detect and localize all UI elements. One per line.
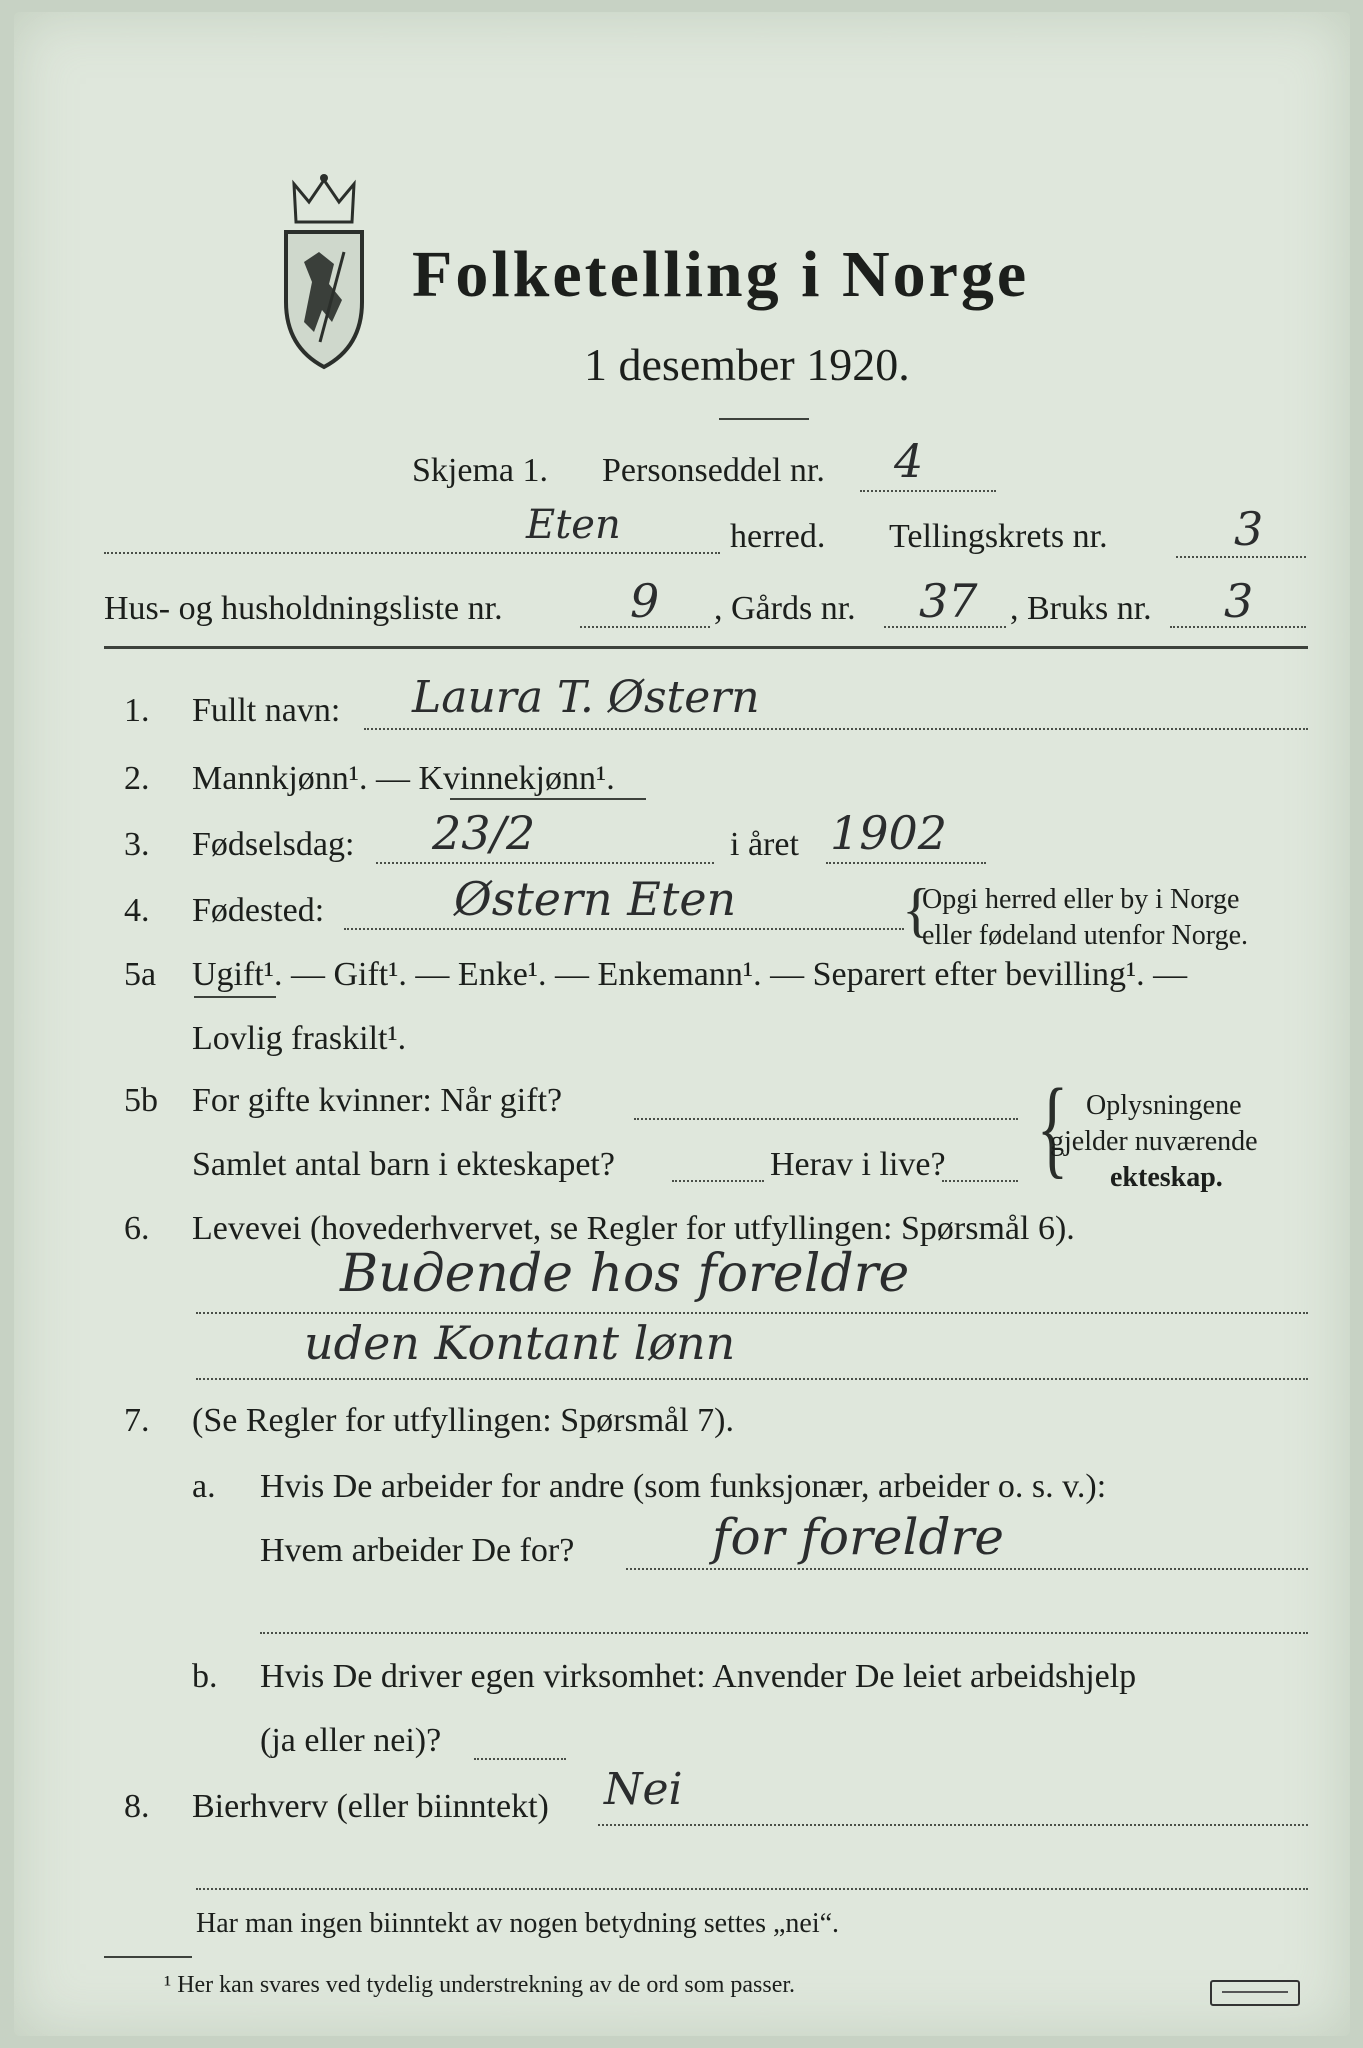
q3-field-line (376, 862, 714, 864)
q3-year-field-line (826, 862, 986, 864)
q1-field-line (364, 728, 1308, 730)
title-divider (719, 418, 809, 420)
tellingskrets-value: 3 (1234, 502, 1264, 556)
gards-value: 37 (919, 574, 978, 628)
q5b-note-line3: ekteskap. (1110, 1162, 1223, 1193)
census-date: 1 desember 1920. (584, 339, 910, 390)
tellingskrets-field-line (1176, 556, 1306, 558)
hus-value: 9 (630, 574, 660, 628)
q6-label: Levevei (hovederhvervet, se Regler for utfyllingen: Spørsmål 6). (192, 1210, 1075, 1247)
herred-field-line (104, 552, 720, 554)
q5b-married-field-line (634, 1118, 1018, 1120)
bruks-value: 3 (1224, 574, 1254, 628)
q7-number: 7. (124, 1402, 150, 1439)
herred-label: herred. (730, 518, 826, 555)
census-form-sheet (14, 12, 1350, 2036)
q3-year-label: i året (730, 826, 799, 863)
q7b-field-line (474, 1758, 566, 1760)
q1-label: Fullt navn: (192, 692, 341, 729)
q6-field-line2 (196, 1378, 1308, 1380)
q7a-field-line1 (626, 1568, 1308, 1570)
q2-number: 2. (124, 760, 150, 797)
q3-label: Fødselsdag: (192, 826, 355, 863)
q5b-children-field-line (672, 1180, 764, 1182)
header-divider (104, 646, 1308, 649)
q7a-value: for foreldre (712, 1508, 1004, 1566)
q6-value-line1: Bидende hos foreldre (340, 1244, 910, 1304)
q7b-line2: (ja eller nei)? (260, 1722, 442, 1759)
q5a-line1: Ugift¹. — Gift¹. — Enke¹. — Enkemann¹. — Separert efter bevilling¹. — (192, 956, 1188, 993)
q4-note-line1: Opgi herred eller by i Norge (922, 884, 1240, 915)
q5b-alive-field-line (942, 1180, 1018, 1182)
q4-note-brace: { (902, 877, 931, 943)
q1-number: 1. (124, 692, 150, 729)
q5b-line2a: Samlet antal barn i ekteskapet? (192, 1146, 615, 1183)
footnote: ¹ Her kan svares ved tydelig understrekning av de ord som passer. (164, 1972, 796, 1998)
q8-label: Bierhverv (eller biinntekt) (192, 1788, 549, 1825)
hus-label: Hus- og husholdningsliste nr. (104, 590, 503, 627)
q8-number: 8. (124, 1788, 150, 1825)
footer-note: Har man ingen biinntekt av nogen betydning settes „nei“. (196, 1908, 840, 1939)
herred-value: Eten (526, 502, 621, 548)
q4-value: Østern Eten (454, 872, 737, 926)
kvinnekjonn-underline (450, 798, 646, 800)
q7-label: (Se Regler for utfyllingen: Spørsmål 7). (192, 1402, 735, 1439)
q8-value: Nei (604, 1764, 683, 1815)
personseddel-label: Personseddel nr. (602, 452, 825, 489)
q8-field-line2 (196, 1888, 1308, 1890)
bruks-label: , Bruks nr. (1010, 590, 1152, 627)
q7b-number: b. (192, 1658, 218, 1695)
q2-label: Mannkjønn¹. — Kvinnekjønn¹. (192, 760, 615, 797)
q8-field-line1 (598, 1824, 1308, 1826)
coat-of-arms-icon (274, 172, 374, 372)
q7b-line1: Hvis De driver egen virksomhet: Anvender De leiet arbeidshjelp (260, 1658, 1137, 1695)
q5b-note-line2: gjelder nuværende (1050, 1126, 1258, 1157)
q6-number: 6. (124, 1210, 150, 1247)
q6-field-line1 (196, 1312, 1308, 1314)
q4-note-line2: eller fødeland utenfor Norge. (922, 920, 1249, 951)
tellingskrets-label: Tellingskrets nr. (889, 518, 1108, 555)
q5a-line2: Lovlig fraskilt¹. (192, 1020, 407, 1057)
footnote-divider (104, 1956, 192, 1958)
personseddel-field-line (860, 490, 996, 492)
q7a-field-line2 (260, 1632, 1308, 1634)
ugift-underline (194, 996, 276, 998)
q5a-number: 5a (124, 956, 157, 993)
q5b-number: 5b (124, 1082, 158, 1119)
q5b-line2b: Herav i live? (770, 1146, 946, 1183)
q3-year-value: 1902 (830, 806, 948, 860)
skjema-label: Skjema 1. (412, 452, 548, 489)
gards-label: , Gårds nr. (714, 590, 856, 627)
q7a-line1: Hvis De arbeider for andre (som funksjonær, arbeider o. s. v.): (260, 1468, 1107, 1505)
printer-stamp (1210, 1980, 1300, 2006)
q7a-number: a. (192, 1468, 216, 1505)
q6-value-line2: uden Kontant lønn (304, 1316, 736, 1370)
personseddel-value: 4 (894, 434, 924, 488)
q1-value: Laura T. Østern (412, 672, 760, 723)
q5b-note-line1: Oplysningene (1086, 1090, 1242, 1121)
q3-value: 23/2 (432, 806, 536, 860)
form-title: Folketelling i Norge (412, 238, 1030, 311)
q4-label: Fødested: (192, 892, 325, 929)
q3-number: 3. (124, 826, 150, 863)
q4-field-line (344, 928, 904, 930)
q5b-line1: For gifte kvinner: Når gift? (192, 1082, 563, 1119)
q7a-line2: Hvem arbeider De for? (260, 1532, 575, 1569)
q5b-note-brace: { (1036, 1066, 1069, 1188)
q4-number: 4. (124, 892, 150, 929)
